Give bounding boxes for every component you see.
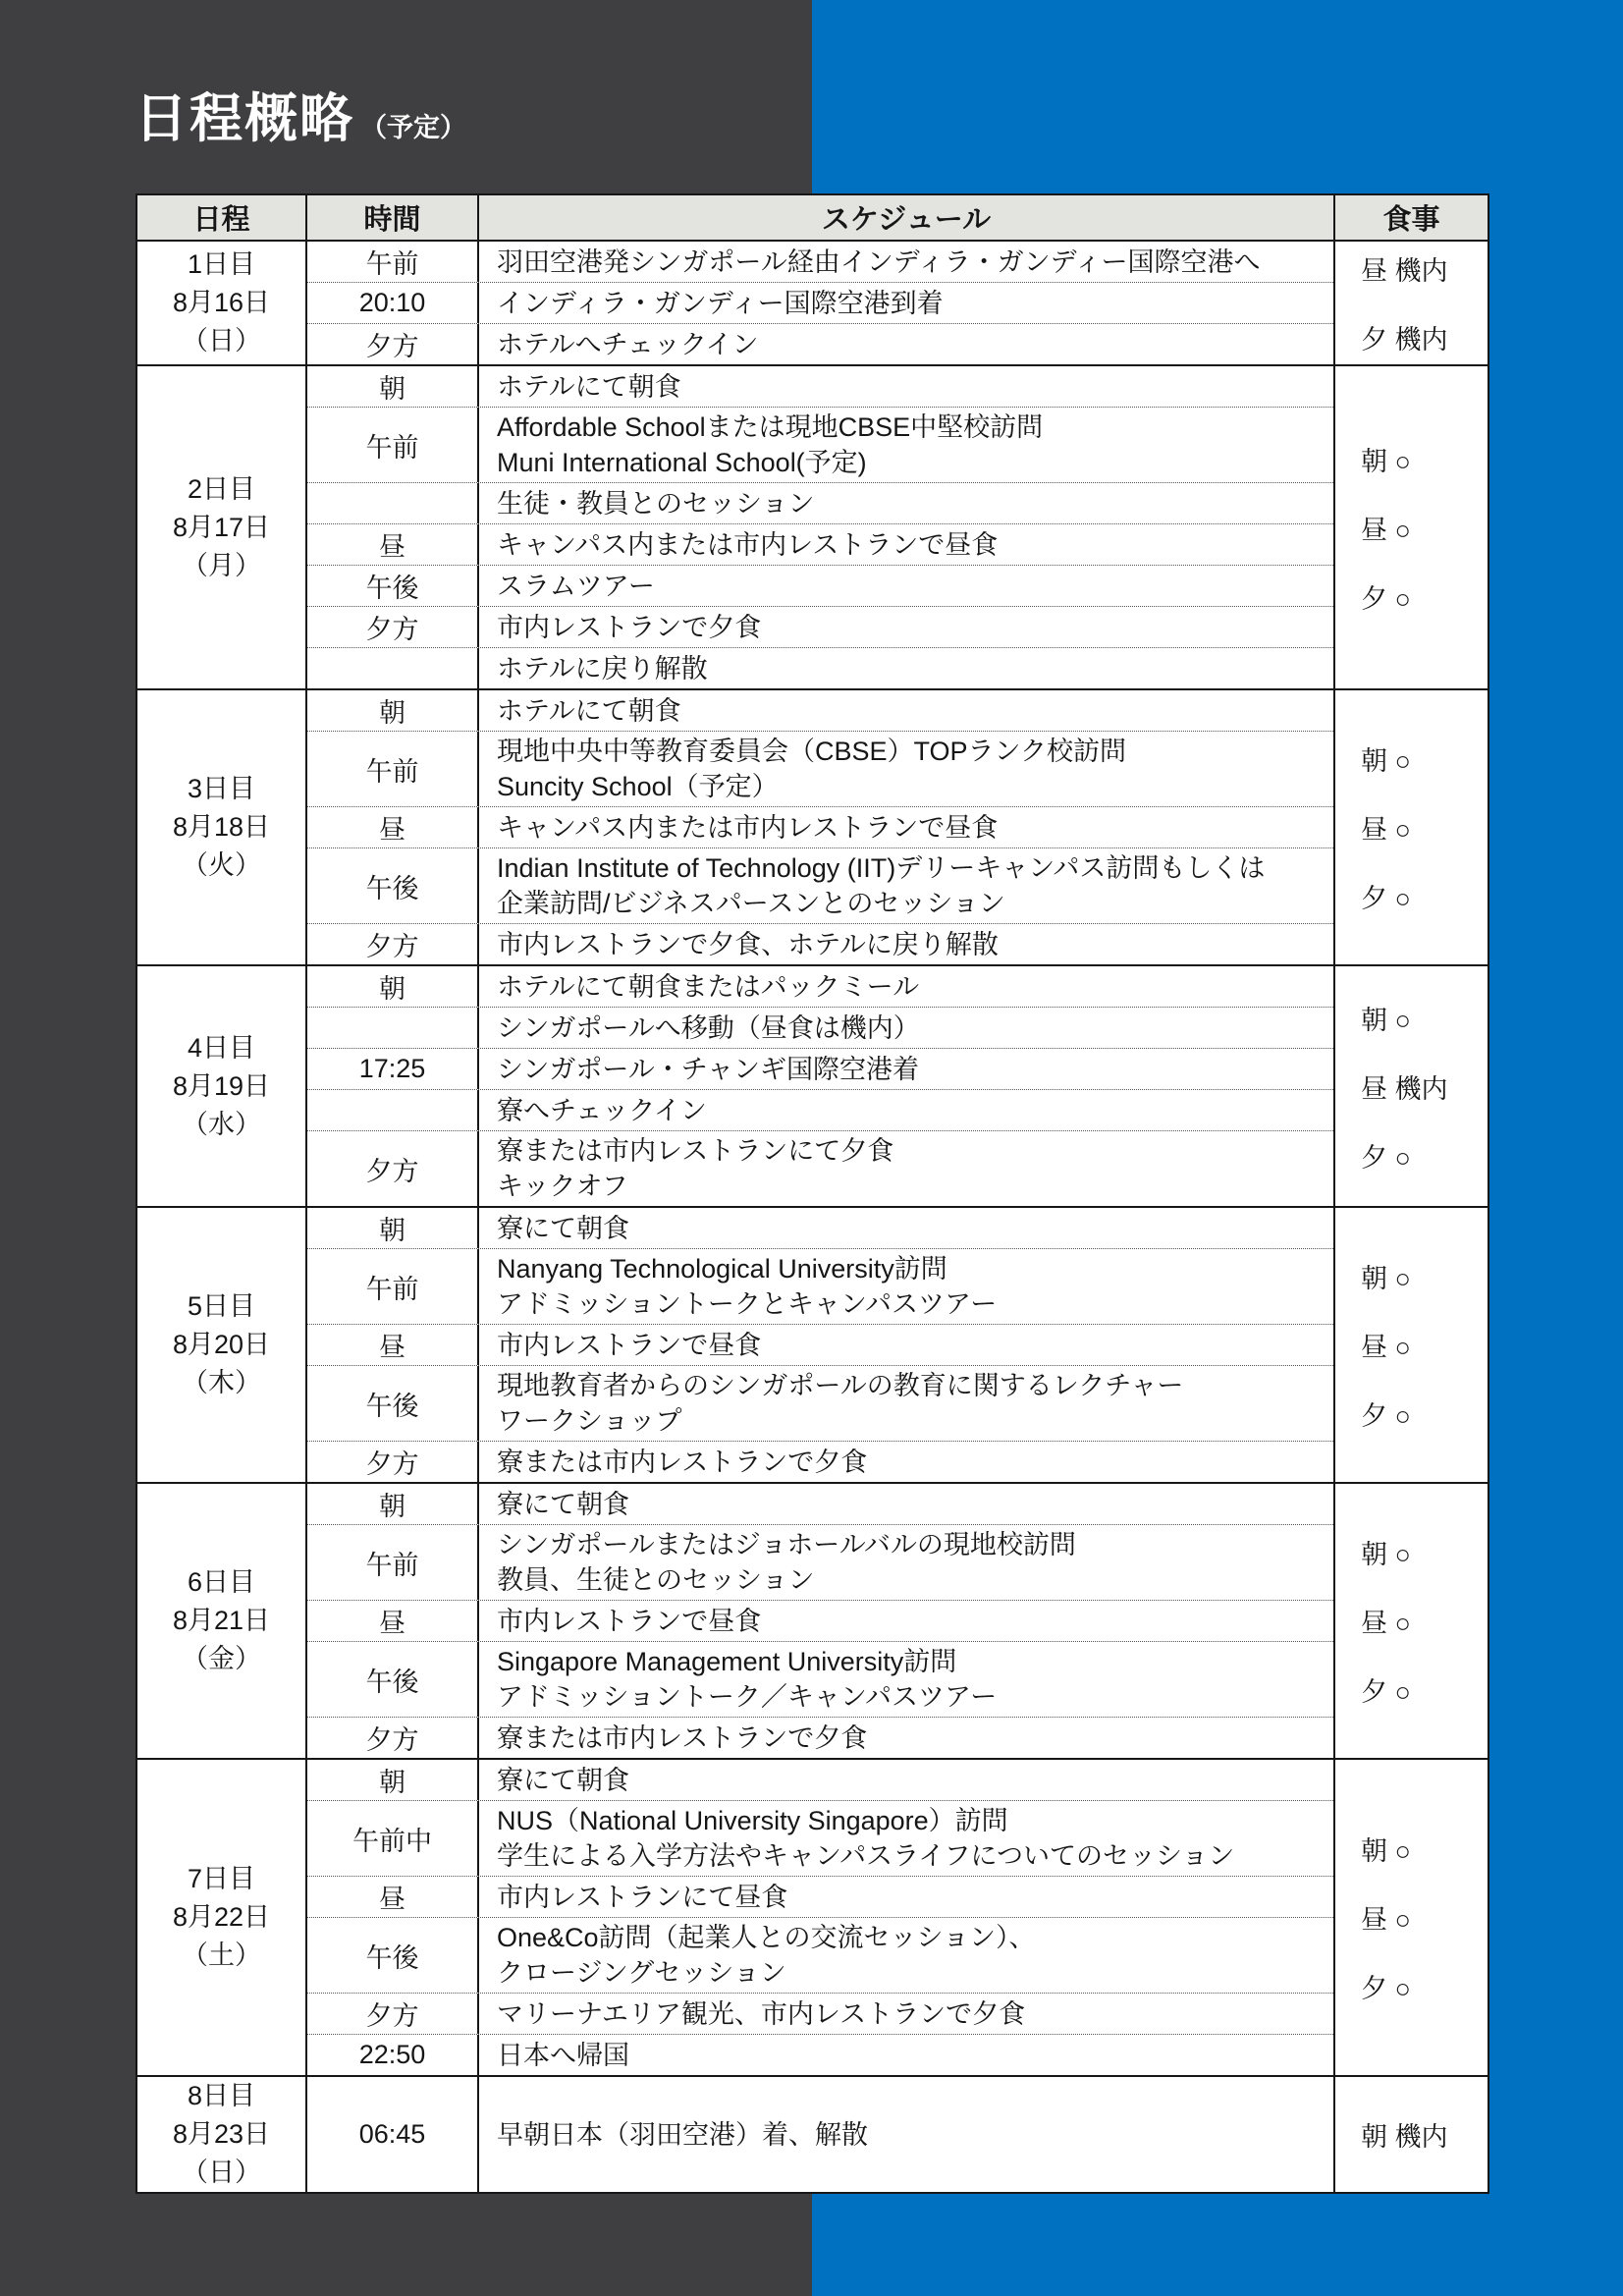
day-group — [137, 964, 1488, 1206]
meal-cell — [1333, 1208, 1488, 1482]
schedule-line: 寮にて朝食 — [497, 1213, 629, 1243]
meal-line: 朝 ○ — [1361, 1540, 1411, 1569]
schedule-cell — [479, 2077, 1333, 2192]
schedule-cell — [479, 1525, 1333, 1600]
schedule-sub-row — [307, 1600, 1333, 1641]
schedule-line: アドミッショントークとキャンパスツアー — [497, 1289, 998, 1319]
schedule-line: Indian Institute of Technology (IIT)デリーキャンパス訪問もしくは — [497, 853, 1266, 883]
time-cell: 午前 — [307, 732, 479, 806]
schedule-line: Affordable Schoolまたは現地CBSE中堅校訪問 — [497, 412, 1044, 442]
schedule-line: ホテルにて朝食 — [497, 695, 681, 726]
schedule-sub-row — [307, 1876, 1333, 1917]
schedule-sub-row — [307, 323, 1333, 364]
schedule-sub-row — [307, 366, 1333, 407]
time-cell: 夕方 — [307, 324, 479, 364]
time-cell: 22:50 — [307, 2035, 479, 2075]
schedule-rows — [307, 690, 1333, 964]
schedule-line: インディラ・ガンディー国際空港到着 — [497, 288, 944, 318]
schedule-sub-row — [307, 1365, 1333, 1441]
time-cell: 朝 — [307, 366, 479, 407]
schedule-rows — [307, 966, 1333, 1206]
time-cell: 朝 — [307, 1484, 479, 1524]
schedule-sub-row — [307, 1760, 1333, 1800]
schedule-sub-row — [307, 731, 1333, 806]
schedule-cell — [479, 607, 1333, 647]
schedule-rows — [307, 2077, 1333, 2192]
schedule-line: キャンパス内または市内レストランで昼食 — [497, 529, 999, 560]
date-cell — [137, 690, 307, 964]
schedule-sub-row — [307, 1130, 1333, 1206]
schedule-line: スラムツアー — [497, 571, 655, 601]
schedule-line: 企業訪問/ビジネスパースンとのセッション — [497, 889, 1005, 918]
date-line: （土） — [182, 1941, 261, 1970]
schedule-line: キックオフ — [497, 1172, 628, 1201]
date-line: （日） — [182, 2158, 261, 2187]
schedule-cell — [479, 1131, 1333, 1206]
date-line: （金） — [182, 1644, 261, 1673]
schedule-cell — [479, 1601, 1333, 1641]
time-cell: 午後 — [307, 848, 479, 923]
schedule-rows — [307, 1208, 1333, 1482]
date-line: 3日目 — [187, 774, 256, 803]
time-cell: 朝 — [307, 1760, 479, 1800]
time-cell — [307, 648, 479, 688]
schedule-sub-row — [307, 606, 1333, 647]
date-line: 8月19日 — [172, 1070, 271, 1101]
schedule-line: 寮または市内レストランにて夕食 — [497, 1136, 894, 1166]
date-line: 8月23日 — [172, 2119, 271, 2149]
header-schedule: スケジュール — [821, 204, 992, 236]
schedule-line: Singapore Management University訪問 — [497, 1647, 957, 1676]
day-group — [137, 240, 1488, 364]
schedule-rows — [307, 1760, 1333, 2075]
meal-line: 昼 ○ — [1361, 815, 1411, 845]
schedule-line: 市内レストランで昼食 — [497, 1606, 762, 1636]
date-line: 8月22日 — [172, 1902, 271, 1932]
time-cell: 午前 — [307, 1249, 479, 1324]
schedule-sub-row — [307, 966, 1333, 1007]
time-cell — [307, 1008, 479, 1048]
meal-line: 夕 ○ — [1361, 1142, 1411, 1173]
schedule-cell — [479, 1994, 1333, 2034]
meal-line: 朝 ○ — [1361, 1264, 1411, 1293]
schedule-sub-row — [307, 282, 1333, 323]
schedule-line: ホテルにて朝食またはパックミール — [497, 971, 920, 1002]
schedule-line: 学生による入学方法やキャンパスライフについてのセッション — [497, 1841, 1235, 1871]
schedule-cell — [479, 366, 1333, 407]
schedule-sub-row — [307, 2077, 1333, 2192]
schedule-cell — [479, 648, 1333, 688]
schedule-line: One&Co訪問（起業人との交流セッション）、 — [497, 1923, 1036, 1952]
time-cell: 昼 — [307, 524, 479, 565]
day-group — [137, 1482, 1488, 1758]
time-cell: 午前 — [307, 408, 479, 482]
date-line: 8日目 — [187, 2081, 256, 2110]
schedule-line: Suncity School（予定） — [497, 772, 779, 801]
schedule-line: 生徒・教員とのセッション — [497, 488, 815, 519]
schedule-cell — [479, 1918, 1333, 1993]
schedule-line: NUS（National University Singapore）訪問 — [497, 1806, 1008, 1835]
schedule-cell — [479, 924, 1333, 964]
time-cell: 昼 — [307, 807, 479, 847]
schedule-line: ホテルへチェックイン — [497, 329, 759, 359]
page-title-main: 日程概略 — [135, 89, 354, 148]
day-group — [137, 364, 1488, 688]
schedule-sub-row — [307, 1048, 1333, 1089]
schedule-cell — [479, 1877, 1333, 1917]
date-line: （水） — [182, 1109, 261, 1139]
meal-cell — [1333, 366, 1488, 688]
schedule-cell — [479, 848, 1333, 923]
schedule-sub-row — [307, 1717, 1333, 1758]
schedule-sub-row — [307, 1800, 1333, 1876]
time-cell: 昼 — [307, 1601, 479, 1641]
meal-line: 夕 ○ — [1361, 583, 1411, 614]
schedule-line: シンガポールまたはジョホールバルの現地校訪問 — [497, 1530, 1076, 1559]
schedule-line: 市内レストランにて昼食 — [497, 1882, 788, 1912]
schedule-sub-row — [307, 1524, 1333, 1600]
day-group — [137, 2075, 1488, 2192]
time-cell: 午後 — [307, 566, 479, 606]
schedule-cell — [479, 1208, 1333, 1248]
schedule-cell — [479, 1049, 1333, 1089]
schedule-sub-row — [307, 1484, 1333, 1524]
schedule-cell — [479, 1325, 1333, 1365]
meal-cell — [1333, 1484, 1488, 1758]
day-group — [137, 1206, 1488, 1482]
schedule-line: 教員、生徒とのセッション — [497, 1565, 815, 1595]
schedule-sub-row — [307, 847, 1333, 923]
schedule-cell — [479, 566, 1333, 606]
schedule-line: 寮または市内レストランで夕食 — [497, 1722, 868, 1753]
schedule-line: シンガポールへ移動（昼食は機内） — [497, 1012, 920, 1043]
date-line: 2日目 — [187, 473, 256, 504]
time-cell: 朝 — [307, 690, 479, 731]
schedule-line: シンガポール・チャンギ国際空港着 — [497, 1054, 919, 1084]
schedule-cell — [479, 807, 1333, 847]
schedule-sub-row — [307, 523, 1333, 565]
meal-line: 夕 ○ — [1361, 1974, 1411, 2003]
meal-cell — [1333, 2077, 1488, 2192]
time-cell: 夕方 — [307, 1131, 479, 1206]
schedule-cell — [479, 732, 1333, 806]
schedule-line: 寮にて朝食 — [497, 1765, 629, 1795]
time-cell: 17:25 — [307, 1049, 479, 1089]
meal-line: 昼 ○ — [1361, 1905, 1411, 1935]
date-line: 6日目 — [187, 1567, 256, 1597]
date-cell — [137, 2077, 307, 2192]
date-line: 8月20日 — [172, 1330, 271, 1359]
schedule-sub-row — [307, 1917, 1333, 1993]
schedule-sub-row — [307, 1993, 1333, 2034]
meal-line: 朝 ○ — [1361, 1005, 1411, 1035]
schedule-line: 早朝日本（羽田空港）着、解散 — [497, 2119, 868, 2150]
schedule-line: 羽田空港発シンガポール経由インディラ・ガンディー国際空港へ — [497, 246, 1261, 277]
meal-line: 夕 機内 — [1361, 325, 1448, 355]
date-cell — [137, 1484, 307, 1758]
schedule-cell — [479, 283, 1333, 323]
date-line: 5日目 — [187, 1291, 256, 1321]
meal-cell — [1333, 690, 1488, 964]
schedule-sub-row — [307, 2034, 1333, 2075]
schedule-cell — [479, 242, 1333, 282]
schedule-cell — [479, 1249, 1333, 1324]
schedule-line: 現地中央中等教育委員会（CBSE）TOPランク校訪問 — [497, 737, 1126, 766]
time-cell: 夕方 — [307, 924, 479, 964]
header-time: 時間 — [307, 195, 479, 240]
time-cell: 夕方 — [307, 1994, 479, 2034]
schedule-cell — [479, 524, 1333, 565]
schedule-sub-row — [307, 690, 1333, 731]
schedule-rows — [307, 366, 1333, 688]
meal-cell — [1333, 966, 1488, 1206]
schedule-cell — [479, 324, 1333, 364]
schedule-sub-row — [307, 242, 1333, 282]
header-date: 日程 — [137, 195, 307, 240]
schedule-rows — [307, 242, 1333, 364]
schedule-line: アドミッショントーク／キャンパスツアー — [497, 1682, 998, 1712]
meal-cell — [1333, 242, 1488, 364]
schedule-cell — [479, 690, 1333, 731]
schedule-cell — [479, 1366, 1333, 1441]
time-cell: 午後 — [307, 1366, 479, 1441]
meal-line: 朝 ○ — [1361, 446, 1411, 476]
schedule-sub-row — [307, 647, 1333, 688]
schedule-line: マリーナエリア観光、市内レストランで夕食 — [497, 1998, 1026, 2029]
schedule-line: 寮にて朝食 — [497, 1489, 629, 1519]
schedule-line: 現地教育者からのシンガポールの教育に関するレクチャー — [497, 1371, 1184, 1400]
schedule-line: ワークショップ — [497, 1406, 682, 1436]
schedule-cell — [479, 1008, 1333, 1048]
date-line: （日） — [182, 326, 261, 355]
schedule-cell — [479, 1090, 1333, 1130]
time-cell: 昼 — [307, 1877, 479, 1917]
date-line: 4日目 — [187, 1032, 256, 1063]
schedule-cell — [479, 1442, 1333, 1482]
meal-line: 朝 機内 — [1361, 2122, 1448, 2152]
meal-line: 朝 ○ — [1361, 746, 1411, 776]
schedule-line: クロージングセッション — [497, 1958, 786, 1988]
schedule-line: 市内レストランで夕食 — [497, 612, 762, 642]
time-cell: 朝 — [307, 1208, 479, 1248]
meal-line: 昼 ○ — [1361, 1333, 1411, 1362]
date-line: （月） — [182, 550, 261, 580]
schedule-cell — [479, 1760, 1333, 1800]
schedule-cell — [479, 1642, 1333, 1717]
schedule-line: Muni International School(予定) — [497, 448, 867, 477]
date-cell — [137, 966, 307, 1206]
page-title-suffix: （予定） — [360, 113, 466, 142]
day-group — [137, 688, 1488, 964]
meal-line: 昼 機内 — [1361, 1073, 1448, 1104]
time-cell: 20:10 — [307, 283, 479, 323]
schedule-cell — [479, 1718, 1333, 1758]
schedule-cell — [479, 483, 1333, 523]
date-cell — [137, 1760, 307, 2075]
time-cell: 夕方 — [307, 1718, 479, 1758]
schedule-sub-row — [307, 923, 1333, 964]
schedule-line: 市内レストランで夕食、ホテルに戻り解散 — [497, 929, 999, 959]
date-cell — [137, 1208, 307, 1482]
schedule-sub-row — [307, 1007, 1333, 1048]
schedule-cell — [479, 966, 1333, 1007]
day-group — [137, 1758, 1488, 2075]
schedule-sub-row — [307, 565, 1333, 606]
date-line: 8月16日 — [172, 288, 271, 317]
header-meal: 食事 — [1333, 195, 1488, 240]
schedule-sub-row — [307, 1441, 1333, 1482]
time-cell: 午後 — [307, 1918, 479, 1993]
date-line: 8月21日 — [172, 1606, 271, 1635]
meal-line: 夕 ○ — [1361, 1677, 1411, 1707]
time-cell — [307, 1090, 479, 1130]
meal-cell — [1333, 1760, 1488, 2075]
schedule-sub-row — [307, 1089, 1333, 1130]
time-cell: 夕方 — [307, 1442, 479, 1482]
schedule-sub-row — [307, 407, 1333, 482]
schedule-line: 寮または市内レストランで夕食 — [497, 1447, 868, 1477]
time-cell: 午前 — [307, 1525, 479, 1600]
schedule-cell — [479, 1801, 1333, 1876]
time-cell: 昼 — [307, 1325, 479, 1365]
page-title — [135, 77, 466, 152]
date-cell — [137, 366, 307, 688]
schedule-sub-row — [307, 482, 1333, 523]
date-line: 7日目 — [187, 1864, 256, 1893]
schedule-sub-row — [307, 806, 1333, 847]
date-line: 1日目 — [187, 249, 256, 279]
schedule-cell — [479, 1484, 1333, 1524]
date-cell — [137, 242, 307, 364]
meal-line: 夕 ○ — [1361, 1401, 1411, 1431]
schedule-line: Nanyang Technological University訪問 — [497, 1254, 947, 1284]
meal-line: 昼 ○ — [1361, 1609, 1411, 1638]
schedule-cell — [479, 2035, 1333, 2075]
time-cell: 午前 — [307, 242, 479, 282]
schedule-sub-row — [307, 1641, 1333, 1717]
date-line: 8月17日 — [172, 512, 271, 542]
schedule-line: 寮へチェックイン — [497, 1095, 707, 1125]
meal-line: 昼 機内 — [1361, 256, 1448, 286]
schedule-line: キャンパス内または市内レストランで昼食 — [497, 812, 999, 843]
meal-line: 夕 ○ — [1361, 884, 1411, 913]
schedule-line: 市内レストランで昼食 — [497, 1330, 762, 1360]
schedule-line: ホテルに戻り解散 — [497, 653, 708, 683]
schedule-sub-row — [307, 1248, 1333, 1324]
meal-line: 昼 ○ — [1361, 515, 1411, 545]
schedule-sub-row — [307, 1208, 1333, 1248]
date-line: （木） — [182, 1368, 261, 1397]
schedule-line: 日本へ帰国 — [497, 2040, 629, 2070]
meal-line: 朝 ○ — [1361, 1836, 1411, 1866]
date-line: （火） — [182, 850, 261, 880]
time-cell: 朝 — [307, 966, 479, 1007]
time-cell: 夕方 — [307, 607, 479, 647]
schedule-line: ホテルにて朝食 — [497, 371, 681, 402]
table-header-row — [137, 195, 1488, 240]
time-cell: 06:45 — [307, 2077, 479, 2192]
schedule-table — [135, 193, 1489, 2194]
date-line: 8月18日 — [172, 812, 271, 842]
time-cell — [307, 483, 479, 523]
schedule-cell — [479, 408, 1333, 482]
schedule-sub-row — [307, 1324, 1333, 1365]
time-cell: 午後 — [307, 1642, 479, 1717]
schedule-rows — [307, 1484, 1333, 1758]
time-cell: 午前中 — [307, 1801, 479, 1876]
